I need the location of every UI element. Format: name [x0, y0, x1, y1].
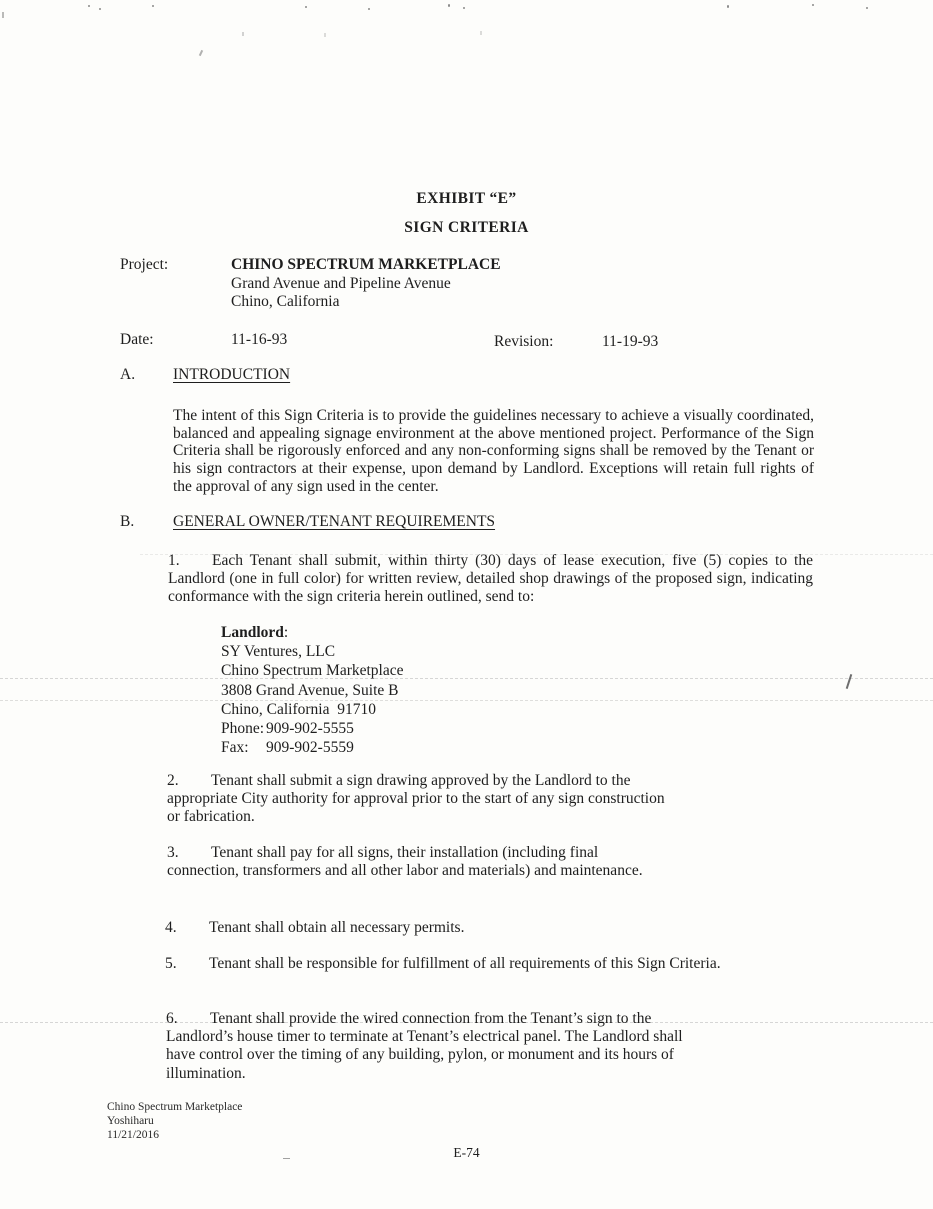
landlord-address-line: SY Ventures, LLC	[221, 643, 336, 661]
scan-speck	[480, 31, 482, 35]
item-text: Tenant shall provide the wired connection from the Tenant’s sign to the Landlord’s house timer to terminate at Tenant’s electrical panel. The Landlord shall have control over the timing of any building, pylon, or monument and its hours of illumination.	[166, 1010, 683, 1082]
scan-speck	[199, 50, 203, 56]
revision-value: 11-19-93	[602, 333, 659, 350]
list-item-3	[167, 844, 667, 880]
scan-speck	[152, 5, 154, 7]
footer-author: Yoshiharu	[107, 1114, 154, 1127]
item-text: Tenant shall obtain all necessary permits.	[209, 919, 465, 936]
scan-artifact-slash	[846, 674, 853, 689]
project-name: CHINO SPECTRUM MARKETPLACE	[231, 256, 501, 273]
page-number: E-74	[453, 1145, 480, 1160]
landlord-address-line: Chino, California 91710	[221, 700, 376, 718]
phone-label: Phone:	[221, 720, 265, 738]
scan-speck	[727, 5, 729, 8]
project-address-line: Chino, California	[231, 293, 340, 311]
item-number: 3.	[167, 844, 179, 861]
section-b-heading: GENERAL OWNER/TENANT REQUIREMENTS	[173, 513, 496, 530]
list-item-5	[165, 955, 739, 973]
landlord-address-line: 3808 Grand Avenue, Suite B	[221, 681, 399, 699]
list-item-1	[168, 552, 813, 605]
scan-artifact-line	[0, 678, 933, 679]
footer-date: 11/21/2016	[107, 1128, 159, 1141]
landlord-heading-colon: :	[283, 624, 289, 641]
scan-speck	[368, 8, 370, 10]
scan-speck	[463, 7, 465, 9]
landlord-heading-label: Landlord	[221, 624, 284, 641]
section-a-heading: INTRODUCTION	[173, 366, 291, 383]
scan-speck	[448, 4, 450, 7]
section-a-body: The intent of this Sign Criteria is to provide the guidelines necessary to achieve a visually coordinated, balanced and appealing signage environment at the above mentioned project. Performance of the Sign Criteria shall be rigorously enforced and any non-conforming signs shall be removed by the Tenant or his sign contractors at their expense, upon demand by Landlord. Exceptions will retain full rights of the approval of any sign used in the center.	[173, 407, 814, 495]
fax-label: Fax:	[221, 739, 249, 757]
landlord-address-line: Chino Spectrum Marketplace	[221, 662, 404, 680]
exhibit-title: EXHIBIT “E”	[416, 190, 517, 207]
phone-value: 909-902-5555	[266, 720, 354, 738]
section-a-letter: A.	[120, 366, 136, 383]
scan-speck	[812, 4, 814, 6]
item-number: 5.	[165, 955, 177, 972]
item-number: 1.	[168, 552, 180, 569]
item-number: 4.	[165, 919, 177, 936]
item-text: Tenant shall submit a sign drawing approved by the Landlord to the appropriate City authority for approval prior to the start of any sign construction or fabrication.	[167, 772, 665, 826]
landlord-heading	[221, 623, 404, 642]
list-item-6	[166, 1010, 696, 1083]
item-text: Each Tenant shall submit, within thirty (30) days of lease execution, five (5) copies to the Landlord (one in full color) for written review, detailed shop drawings of the proposed sign, indicating conformance with the sign criteria herein outlined, send to:	[168, 552, 813, 605]
doc-title: SIGN CRITERIA	[404, 219, 529, 236]
date-label: Date:	[120, 331, 154, 348]
item-number: 2.	[167, 772, 179, 789]
section-b-letter: B.	[120, 513, 135, 530]
scan-speck	[99, 8, 101, 10]
scan-speck	[242, 32, 244, 36]
scan-speck	[88, 5, 90, 7]
landlord-fax-row	[221, 738, 404, 757]
date-value: 11-16-93	[231, 331, 288, 348]
project-block	[231, 256, 501, 312]
footer-block	[107, 1101, 242, 1142]
footer-project-name: Chino Spectrum Marketplace	[107, 1101, 243, 1113]
item-number: 6.	[166, 1010, 178, 1027]
scan-speck	[324, 33, 326, 37]
scan-speck	[2, 12, 4, 18]
fax-value: 909-902-5559	[266, 739, 354, 757]
project-address-line: Grand Avenue and Pipeline Avenue	[231, 274, 451, 292]
list-item-4	[165, 919, 725, 937]
revision-label: Revision:	[494, 333, 554, 350]
landlord-block	[221, 623, 404, 757]
list-item-2	[167, 772, 679, 827]
landlord-phone-row	[221, 719, 404, 738]
item-text: Tenant shall be responsible for fulfillment of all requirements of this Sign Criteria.	[209, 955, 721, 972]
scan-speck	[866, 7, 868, 9]
item-text: Tenant shall pay for all signs, their installation (including final connection, transformers and all other labor and materials) and maintenance.	[167, 844, 643, 880]
scan-artifact-line	[0, 700, 933, 701]
project-label: Project:	[120, 256, 169, 273]
scan-speck	[305, 6, 307, 8]
